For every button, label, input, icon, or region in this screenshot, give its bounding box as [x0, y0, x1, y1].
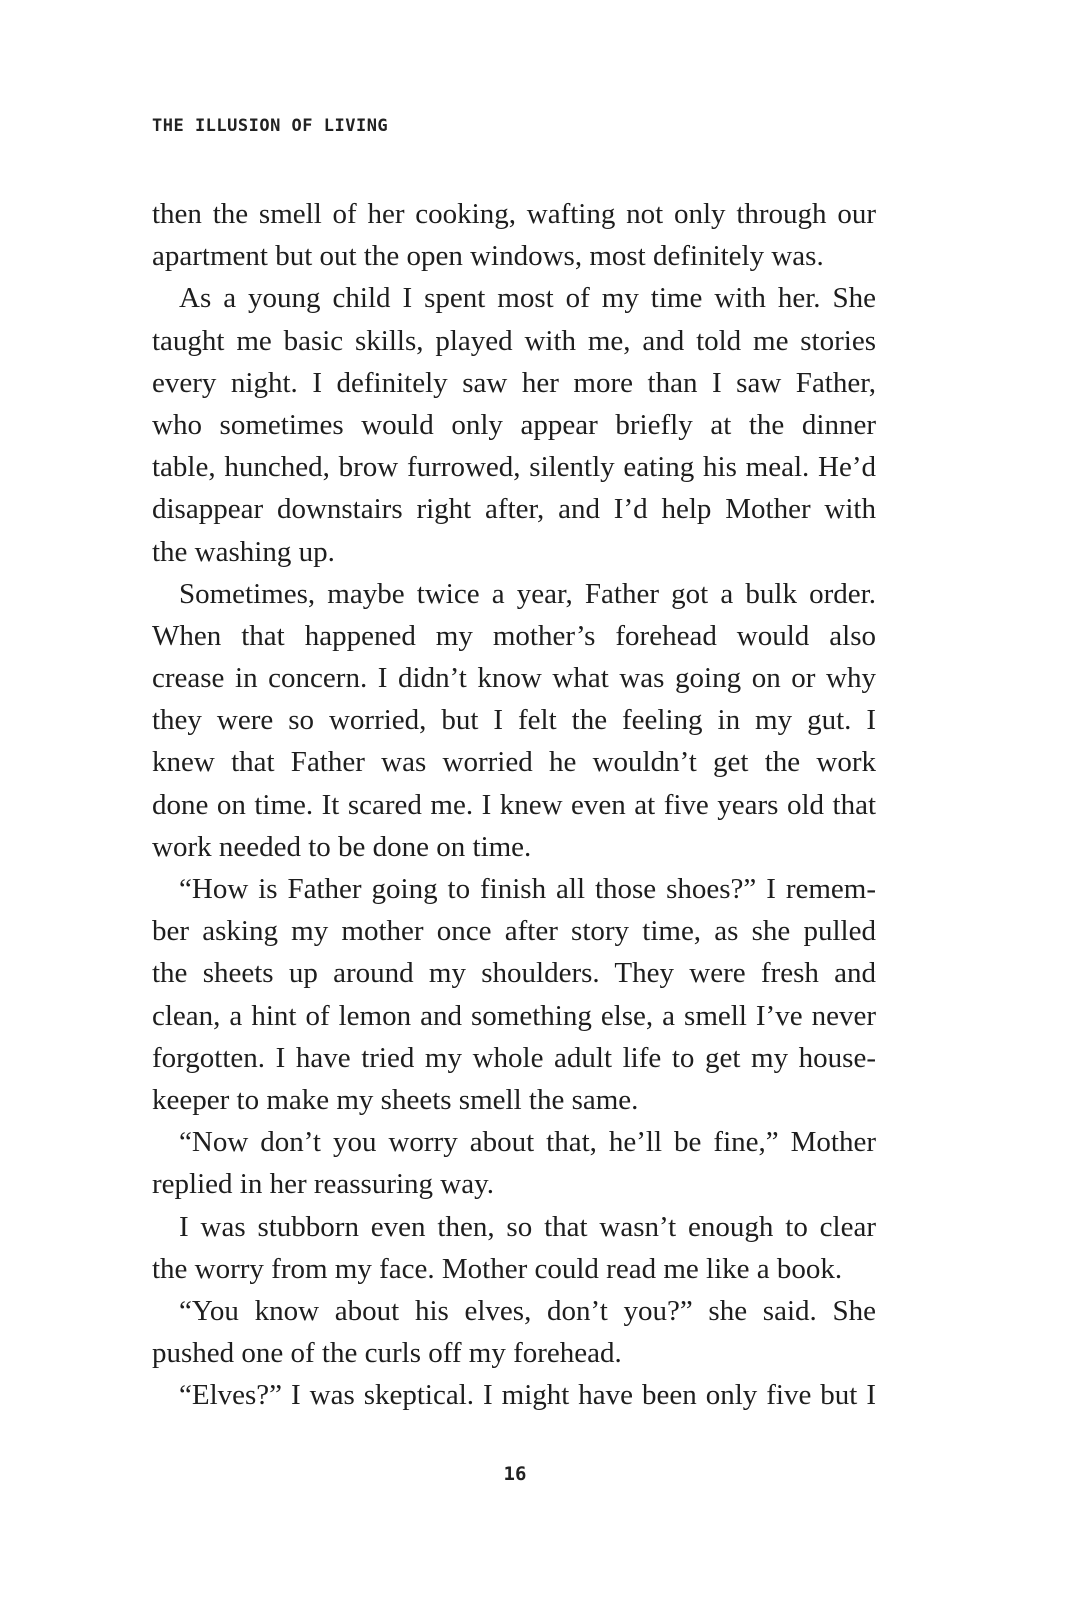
text-line: disappear downstairs right after, and I’d help Mother with [152, 493, 876, 526]
text-line: then the smell of her cooking, wafting not only through our [152, 198, 876, 230]
body-text [152, 193, 876, 1416]
text-line: the sheets up around my shoulders. They were fresh and [152, 957, 876, 990]
text-line: crease in concern. I didn’t know what was going on or why [152, 662, 876, 695]
text-line: “Now don’t you worry about that, he’ll be fine,” Mother [179, 1126, 876, 1159]
text-line: done on time. It scared me. I knew even at five years old that [152, 788, 876, 821]
text-line: replied in her reassuring way. [152, 1168, 494, 1201]
text-line: pushed one of the curls off my forehead. [152, 1337, 622, 1370]
text-line: “You know about his elves, don’t you?” she said. She [179, 1294, 876, 1327]
text-line: clean, a hint of lemon and something else, a smell I’ve never [152, 999, 876, 1032]
text-line: apartment but out the open windows, most definitely was. [152, 240, 824, 273]
text-line: the worry from my face. Mother could read me like a book. [152, 1252, 843, 1285]
text-line: who sometimes would only appear briefly at the dinner [152, 408, 876, 441]
text-line: “Elves?” I was skeptical. I might have been only five but I [179, 1379, 876, 1412]
text-line: “How is Father going to finish all those shoes?” I remem- [179, 873, 876, 905]
text-line: knew that Father was worried he wouldn’t get the work [152, 746, 876, 779]
text-line: every night. I definitely saw her more than I saw Father, [152, 366, 876, 399]
text-line: As a young child I spent most of my time with her. She [179, 282, 876, 315]
text-line: I was stubborn even then, so that wasn’t enough to clear [179, 1210, 876, 1243]
text-line: taught me basic skills, played with me, and told me stories [152, 324, 876, 357]
page-number: 16 [503, 1463, 527, 1485]
text-line: table, hunched, brow furrowed, silently eating his meal. He’d [152, 451, 876, 484]
text-line: the washing up. [152, 535, 335, 568]
text-line: keeper to make my sheets smell the same. [152, 1083, 639, 1116]
text-line: When that happened my mother’s forehead would also [152, 619, 876, 652]
text-line: they were so worried, but I felt the feeling in my gut. I [152, 704, 876, 737]
text-line: forgotten. I have tried my whole adult life to get my house- [152, 1041, 876, 1074]
text-line: work needed to be done on time. [152, 830, 532, 863]
text-line: ber asking my mother once after story time, as she pulled [152, 915, 876, 948]
running-head: THE ILLUSION OF LIVING [152, 116, 389, 136]
text-line: Sometimes, maybe twice a year, Father got a bulk order. [179, 577, 876, 610]
